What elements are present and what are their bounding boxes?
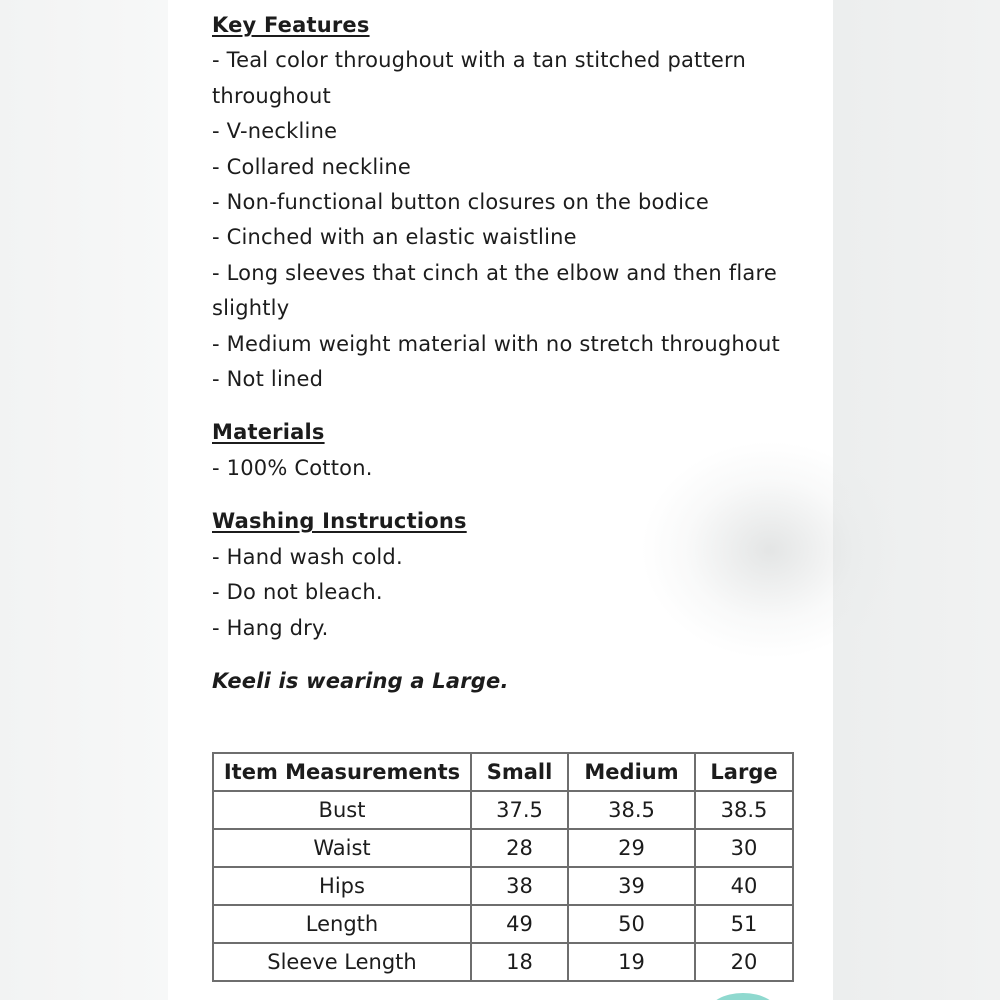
table-cell: 28: [471, 829, 568, 867]
materials-heading: Materials: [212, 420, 325, 445]
column-header: Item Measurements: [213, 753, 471, 791]
table-cell: Length: [213, 905, 471, 943]
table-cell: 51: [695, 905, 793, 943]
table-cell: Hips: [213, 867, 471, 905]
table-cell: 18: [471, 943, 568, 981]
list-item: - Medium weight material with no stretch throughout: [212, 331, 780, 356]
list-item: - Non-functional button closures on the bodice: [212, 190, 709, 215]
table-row: [213, 829, 793, 867]
list-item: - 100% Cotton.: [212, 455, 373, 480]
table-row: [213, 905, 793, 943]
table-cell: 49: [471, 905, 568, 943]
list-item: - Collared neckline: [212, 154, 412, 179]
column-header: Small: [471, 753, 568, 791]
table-row: [213, 791, 793, 829]
table-row: [213, 867, 793, 905]
column-header: Medium: [568, 753, 695, 791]
list-item: - Teal color throughout with a tan stitched pattern throughout: [212, 48, 747, 108]
list-item: - Hang dry.: [212, 615, 329, 640]
table-cell: 37.5: [471, 791, 568, 829]
key-features-heading: Key Features: [212, 13, 370, 37]
table-cell: Sleeve Length: [213, 943, 471, 981]
table-cell: 38.5: [695, 791, 793, 829]
washing-instructions-heading: Washing Instructions: [212, 509, 467, 534]
list-item: - Long sleeves that cinch at the elbow and then flare slightly: [212, 260, 777, 321]
table-cell: 29: [568, 829, 695, 867]
list-item: - Do not bleach.: [212, 580, 383, 605]
table-cell: 30: [695, 829, 793, 867]
table-cell: Waist: [213, 829, 471, 867]
list-item: - Cinched with an elastic waistline: [212, 225, 577, 250]
model-size-note: Keeli is wearing a Large.: [212, 668, 509, 693]
list-item: - V-neckline: [212, 119, 338, 144]
column-header: Large: [695, 753, 793, 791]
list-item: - Not lined: [212, 367, 324, 392]
table-cell: 38: [471, 867, 568, 905]
table-cell: 19: [568, 943, 695, 981]
key-features-list: [212, 43, 812, 397]
table-row: [213, 943, 793, 981]
materials-list: [212, 451, 812, 486]
table-cell: 40: [695, 867, 793, 905]
list-item: - Hand wash cold.: [212, 544, 403, 569]
table-cell: 39: [568, 867, 695, 905]
table-cell: 38.5: [568, 791, 695, 829]
product-description: [212, 8, 812, 699]
table-cell: 20: [695, 943, 793, 981]
washing-instructions-list: [212, 540, 812, 646]
table-header-row: [213, 753, 793, 791]
measurements-table: [212, 752, 794, 982]
background-left: [0, 0, 168, 1000]
table-cell: 50: [568, 905, 695, 943]
table-cell: Bust: [213, 791, 471, 829]
